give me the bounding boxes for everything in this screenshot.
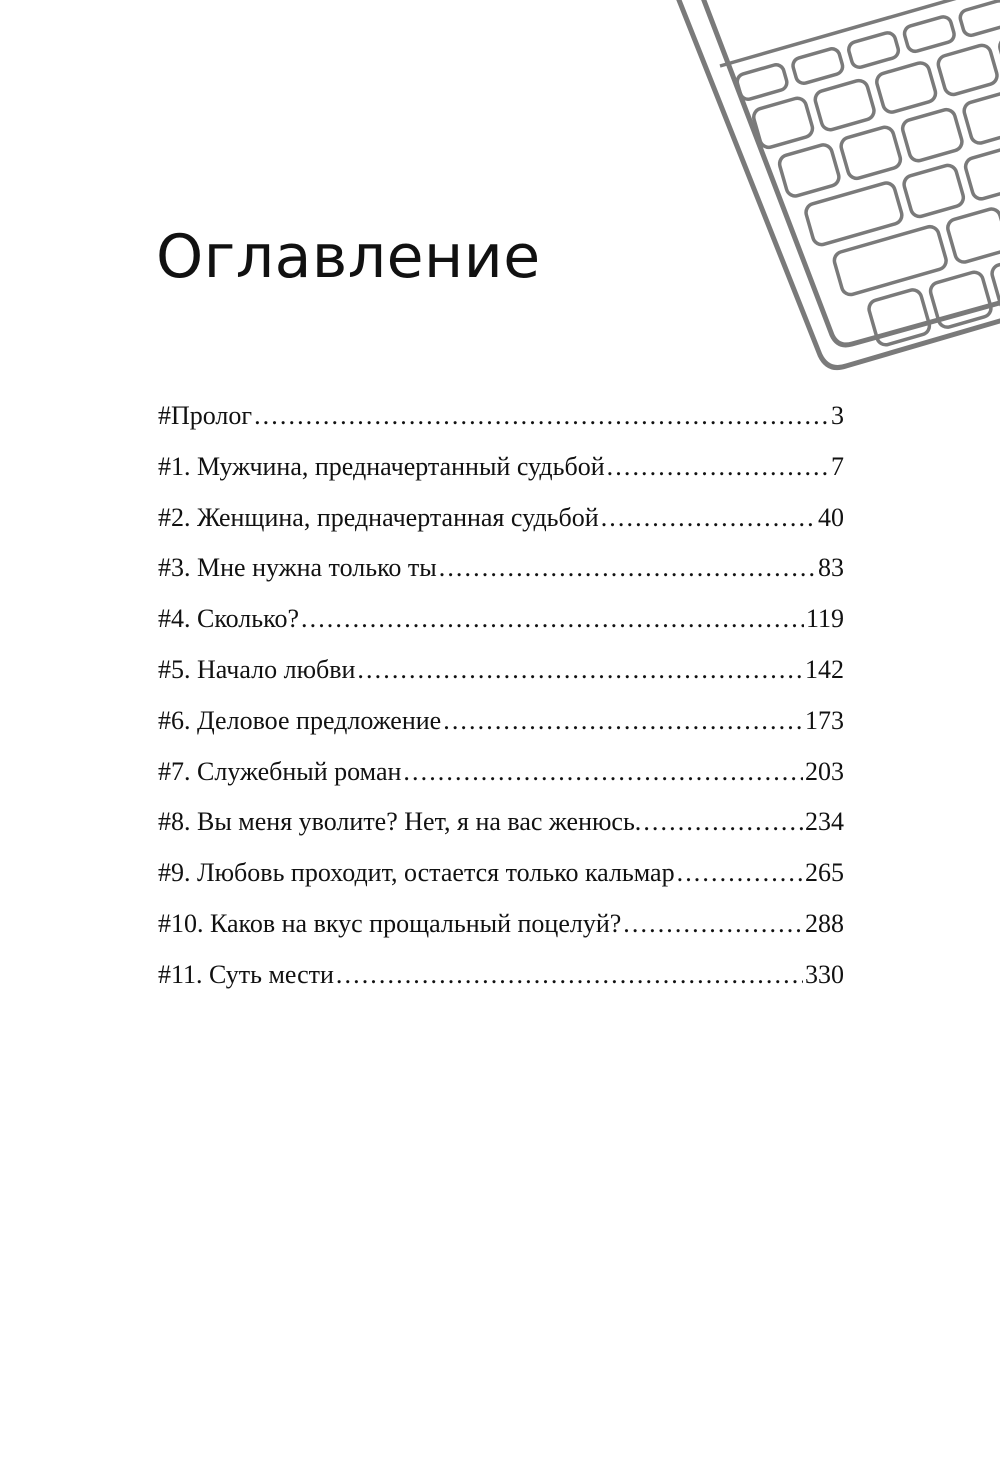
table-of-contents bbox=[158, 401, 844, 1011]
toc-entry bbox=[158, 655, 844, 706]
toc-page-number: 83 bbox=[818, 553, 844, 583]
toc-dot-leader bbox=[439, 553, 816, 583]
toc-entry-title: #1. Мужчина, предначертанный судьбой bbox=[158, 451, 605, 481]
toc-entry-title: #Пролог bbox=[158, 401, 253, 430]
toc-page-number: 142 bbox=[805, 654, 844, 684]
toc-entry bbox=[158, 858, 844, 909]
toc-entry-title: #9. Любовь проходит, остается только кальмар bbox=[158, 858, 675, 888]
toc-entry bbox=[158, 807, 844, 858]
toc-entry-title: #8. Вы меня уволите? Нет, я на вас женюсь. bbox=[158, 807, 642, 837]
toc-dot-leader bbox=[607, 452, 829, 482]
toc-dot-leader bbox=[601, 503, 816, 533]
toc-entry-title: #11. Суть мести bbox=[158, 959, 334, 989]
toc-entry bbox=[158, 757, 844, 808]
toc-entry-title: #6. Деловое предложение bbox=[158, 705, 442, 735]
toc-entry bbox=[158, 503, 844, 554]
toc-entry-title: #5. Начало любви bbox=[158, 654, 356, 684]
toc-entry bbox=[158, 452, 844, 503]
toc-page-number: 7 bbox=[831, 451, 844, 481]
toc-dot-leader bbox=[357, 655, 803, 685]
toc-page-number: 265 bbox=[805, 858, 844, 888]
toc-page-number: 119 bbox=[805, 604, 844, 634]
toc-dot-leader bbox=[677, 858, 803, 888]
toc-entry-title: #10. Каков на вкус прощальный поцелуй? bbox=[158, 908, 622, 938]
toc-dot-leader bbox=[336, 960, 803, 990]
toc-page-number: 173 bbox=[805, 705, 844, 735]
toc-entry bbox=[158, 553, 844, 604]
toc-entry bbox=[158, 604, 844, 655]
toc-dot-leader bbox=[443, 706, 803, 736]
toc-page-number: 330 bbox=[805, 959, 844, 989]
toc-dot-leader bbox=[643, 807, 803, 837]
toc-entry-title: #7. Служебный роман bbox=[158, 756, 402, 786]
toc-entry bbox=[158, 960, 844, 1011]
page-title: Оглавление bbox=[156, 222, 541, 292]
toc-entry-title: #3. Мне нужна только ты bbox=[158, 553, 437, 583]
keyboard-icon bbox=[0, 0, 1000, 400]
toc-entry bbox=[158, 401, 844, 452]
toc-page-number: 234 bbox=[805, 807, 844, 837]
toc-dot-leader bbox=[301, 604, 804, 634]
toc-entry bbox=[158, 909, 844, 960]
toc-page-number: 288 bbox=[805, 908, 844, 938]
toc-entry bbox=[158, 706, 844, 757]
toc-dot-leader bbox=[403, 757, 803, 787]
toc-page-number: 203 bbox=[805, 756, 844, 786]
toc-page-number: 40 bbox=[818, 502, 844, 532]
toc-entry-title: #4. Сколько? bbox=[158, 604, 299, 634]
toc-entry-title: #2. Женщина, предначертанная судьбой bbox=[158, 502, 599, 532]
toc-dot-leader bbox=[254, 401, 829, 431]
toc-dot-leader bbox=[623, 909, 803, 939]
toc-page-number: 3 bbox=[831, 401, 844, 430]
